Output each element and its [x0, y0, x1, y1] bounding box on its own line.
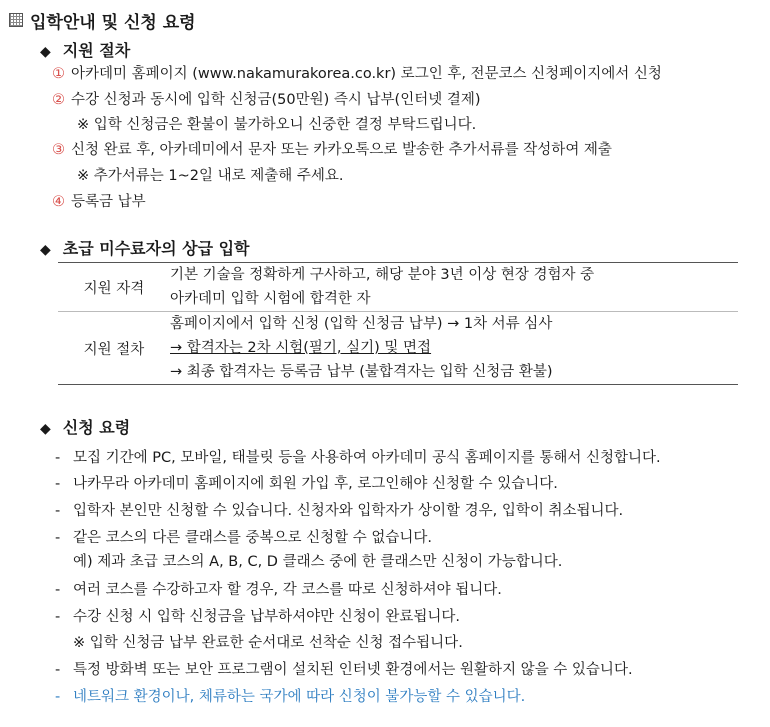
page-title: 입학안내 및 신청 요령	[30, 13, 196, 33]
procedure-heading	[40, 38, 130, 61]
list-item-text: 여러 코스를 수강하고자 할 경우, 각 코스를 따로 신청하셔야 됩니다.	[73, 582, 502, 598]
list-item-highlight: - 네트워크 환경이나, 체류하는 국가에 따라 신청이 불가능할 수 있습니다.	[55, 689, 526, 705]
list-item: - 같은 코스의 다른 클래스를 중복으로 신청할 수 없습니다.	[55, 530, 433, 546]
list-item: - 특정 방화벽 또는 보안 프로그램이 설치된 인터넷 환경에서는 원활하지 않을 수 있습니다.	[55, 662, 633, 678]
step-3-note: ※ 추가서류는 1~2일 내로 제출해 주세요.	[77, 168, 344, 184]
guide-heading-text: 신청 요령	[62, 418, 131, 437]
procedure-line: 홈페이지에서 입학 신청 (입학 신청금 납부) → 1차 서류 심사	[170, 316, 553, 332]
procedure-line: → 합격자는 2차 시험(필기, 실기) 및 면접	[170, 340, 432, 356]
list-item: - 모집 기간에 PC, 모바일, 태블릿 등을 사용하여 아카데미 공식 홈페이지를 통해서 신청합니다.	[55, 450, 661, 466]
list-item-example: 예) 제과 초급 코스의 A, B, C, D 클래스 중에 한 클래스만 신청이 가능합니다.	[73, 554, 563, 570]
list-item-note: ※ 입학 신청금 납부 완료한 순서대로 선착순 신청 접수됩니다.	[73, 635, 463, 651]
qualification-line: 아카데미 입학 시험에 합격한 자	[170, 291, 371, 307]
advanced-requirements-table	[58, 262, 738, 385]
qualification-line: 기본 기술을 정확하게 구사하고, 해당 분야 3년 이상 현장 경험자 중	[170, 267, 595, 283]
table-row	[58, 263, 738, 312]
step-number: ④	[52, 194, 65, 210]
procedure-value	[170, 312, 738, 385]
diamond-bullet-icon: ◆	[40, 421, 51, 437]
step-text: 아카데미 홈페이지 (www.nakamurakorea.co.kr) 로그인 후, 전문코스 신청페이지에서 신청	[71, 66, 662, 82]
step-2	[52, 88, 481, 109]
list-item-text: 특정 방화벽 또는 보안 프로그램이 설치된 인터넷 환경에서는 원활하지 않을 수 있습니다.	[73, 662, 633, 678]
procedure-line: → 최종 합격자는 등록금 납부 (불합격자는 입학 신청금 환불)	[170, 364, 553, 380]
procedure-heading-text: 지원 절차	[62, 41, 131, 60]
list-item-text: 같은 코스의 다른 클래스를 중복으로 신청할 수 없습니다.	[73, 530, 433, 546]
step-number: ①	[52, 66, 65, 82]
list-item-text: 입학자 본인만 신청할 수 있습니다. 신청자와 입학자가 상이할 경우, 입학이 취소됩니다.	[73, 503, 624, 519]
advanced-heading-text: 초급 미수료자의 상급 입학	[62, 239, 250, 258]
step-3	[52, 138, 612, 159]
step-4	[52, 190, 146, 211]
guide-heading	[40, 415, 130, 438]
step-number: ②	[52, 92, 65, 108]
title-checkbox-icon	[9, 13, 23, 27]
list-item: - 수강 신청 시 입학 신청금을 납부하셔야만 신청이 완료됩니다.	[55, 609, 461, 625]
list-item: - 입학자 본인만 신청할 수 있습니다. 신청자와 입학자가 상이할 경우, 입학이 취소됩니다.	[55, 503, 624, 519]
table-row	[58, 312, 738, 385]
qualification-value	[170, 263, 738, 312]
step-text: 등록금 납부	[71, 194, 146, 210]
diamond-bullet-icon: ◆	[40, 242, 51, 258]
step-text: 수강 신청과 동시에 입학 신청금(50만원) 즉시 납부(인터넷 결제)	[71, 92, 481, 108]
step-1	[52, 62, 662, 83]
step-text: 신청 완료 후, 아카데미에서 문자 또는 카카오톡으로 발송한 추가서류를 작성하여 제출	[71, 142, 612, 158]
diamond-bullet-icon: ◆	[40, 44, 51, 60]
list-item-text: 나카무라 아카데미 홈페이지에 회원 가입 후, 로그인해야 신청할 수 있습니다.	[73, 476, 558, 492]
step-number: ③	[52, 142, 65, 158]
list-item: - 나카무라 아카데미 홈페이지에 회원 가입 후, 로그인해야 신청할 수 있습니다.	[55, 476, 558, 492]
advanced-heading	[40, 236, 250, 259]
list-item-text: 수강 신청 시 입학 신청금을 납부하셔야만 신청이 완료됩니다.	[73, 609, 461, 625]
list-item: - 여러 코스를 수강하고자 할 경우, 각 코스를 따로 신청하셔야 됩니다.	[55, 582, 502, 598]
list-item-text: 네트워크 환경이나, 체류하는 국가에 따라 신청이 불가능할 수 있습니다.	[73, 689, 526, 705]
step-2-note: ※ 입학 신청금은 환불이 불가하오니 신중한 결정 부탁드립니다.	[77, 117, 477, 133]
procedure-label: 지원 절차	[58, 312, 170, 385]
list-item-text: 모집 기간에 PC, 모바일, 태블릿 등을 사용하여 아카데미 공식 홈페이지를 통해서 신청합니다.	[73, 450, 661, 466]
qualification-label: 지원 자격	[58, 263, 170, 312]
